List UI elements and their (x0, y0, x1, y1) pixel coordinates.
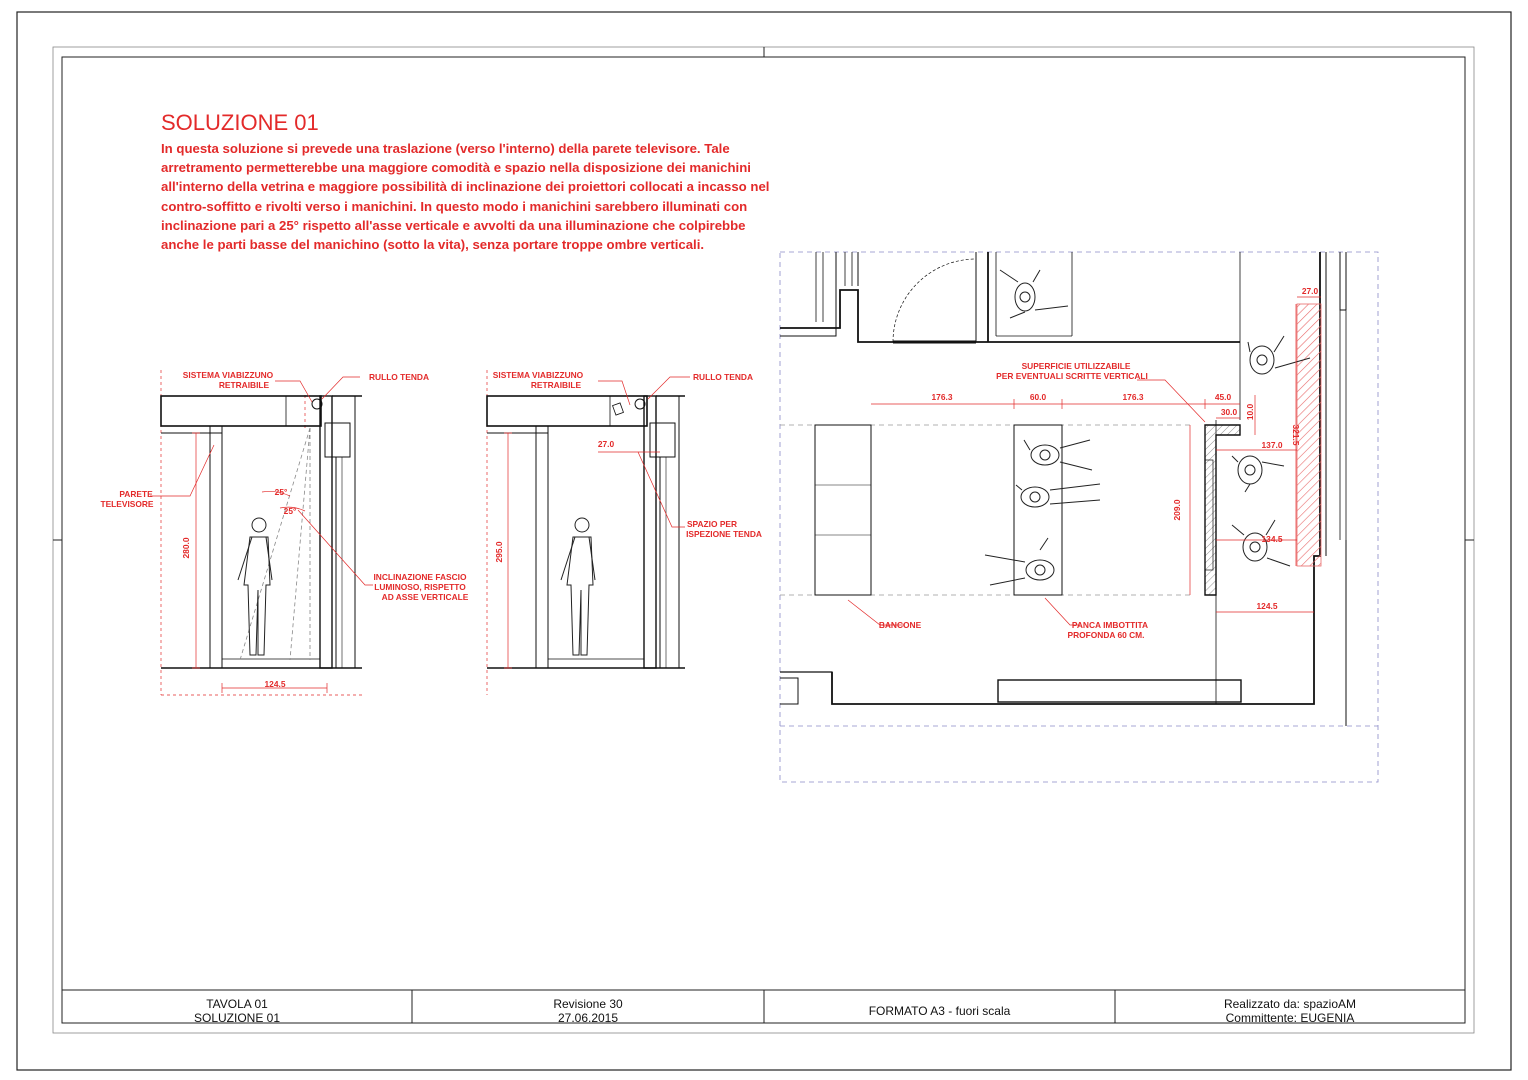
mannequin-icon (561, 518, 595, 655)
dim-width: 124.5 (264, 679, 286, 689)
titleblock-format (764, 990, 1115, 1032)
angle-label: 25° (274, 487, 288, 497)
panca (1014, 425, 1062, 595)
dim-offset: 27.0 (597, 439, 615, 449)
description-line: arretramento permetterebbe una maggiore comodità e spazio nella disposizione dei manichini (161, 160, 751, 176)
dim-height: 295.0 (494, 541, 504, 563)
dim-30: 30.0 (1220, 407, 1238, 417)
revision-date: 27.06.2015 (557, 1011, 619, 1025)
label-inclination-2: LUMINOSO, RISPETTO (374, 582, 466, 592)
label-wall: PARETE (119, 489, 153, 499)
sheet-number: TAVOLA 01 (206, 997, 268, 1011)
page-title: SOLUZIONE 01 (161, 110, 319, 135)
angle-label-2: 25° (283, 506, 297, 516)
author: Realizzato da: spazioAM (1223, 997, 1357, 1011)
dim-137: 137.0 (1261, 440, 1283, 450)
label-surface-2: PER EVENTUALI SCRITTE VERTICALI (996, 371, 1148, 381)
label-system-2: RETRAIBILE (218, 380, 270, 390)
titleblock-sheet (62, 990, 412, 1032)
dim-176a: 176.3 (931, 392, 953, 402)
titleblock-credits (1115, 990, 1465, 1032)
titleblock-revision (412, 990, 764, 1032)
dim-27: 27.0 (1301, 286, 1319, 296)
description-line: In questa soluzione si prevede una traslazione (verso l'interno) della parete televisore. Tale (161, 141, 730, 156)
bancone (815, 425, 871, 595)
dim-124: 124.5 (1256, 601, 1278, 611)
label-inspection: SPAZIO PER (686, 519, 738, 529)
label-inspection-2: ISPEZIONE TENDA (686, 529, 762, 539)
floor-plan (780, 252, 1378, 782)
label-inclination-3: AD ASSE VERTICALE (381, 592, 469, 602)
description-line: all'interno della vetrina e maggiore possibilità di inclinazione dei proiettori collocati a incasso nel (161, 179, 770, 195)
label-panca-2: PROFONDA 60 CM. (1067, 630, 1145, 640)
description-line: anche le parti basse del manichino (sotto la vita), senza portare troppe ombre verticali. (161, 237, 705, 253)
description-line: inclinazione pari a 25° rispetto all'asse verticale e avvolti da una illuminazione che colpirebbe (161, 217, 746, 233)
label-inclination: INCLINAZIONE FASCIO (373, 572, 467, 582)
dim-10: 10.0 (1245, 403, 1255, 421)
mannequin-icon (238, 518, 272, 655)
description-line: contro-soffitto e rivolti verso i manichini. In questo modo i manichini sarebbero illuminati con (161, 198, 748, 214)
label-system: SISTEMA VIABIZZUNO (182, 370, 274, 380)
label-roller: RULLO TENDA (692, 372, 754, 382)
dim-height: 280.0 (181, 537, 191, 559)
sheet-title: SOLUZIONE 01 (193, 1011, 281, 1025)
section-a (100, 370, 468, 695)
label-system: SISTEMA VIABIZZUNO (492, 370, 584, 380)
label-system-2: RETRAIBILE (530, 380, 582, 390)
dim-45: 45.0 (1214, 392, 1232, 402)
dim-321: 321.5 (1291, 424, 1301, 446)
client: Committente: EUGENIA (1225, 1011, 1355, 1025)
format: FORMATO A3 - fuori scala (868, 1004, 1011, 1018)
label-wall-2: TELEVISORE (100, 499, 154, 509)
label-bancone: BANCONE (878, 620, 922, 630)
label-panca: PANCA IMBOTTITA (1071, 620, 1149, 630)
label-roller: RULLO TENDA (368, 372, 430, 382)
section-b (487, 370, 762, 695)
description (161, 139, 770, 254)
dim-209: 209.0 (1172, 499, 1182, 521)
revision: Revisione 30 (553, 997, 623, 1011)
dim-134: 134.5 (1261, 534, 1283, 544)
label-surface: SUPERFICIE UTILIZZABILE (1021, 361, 1131, 371)
dim-176b: 176.3 (1122, 392, 1144, 402)
dim-60: 60.0 (1029, 392, 1047, 402)
tv-wall (1205, 425, 1240, 595)
